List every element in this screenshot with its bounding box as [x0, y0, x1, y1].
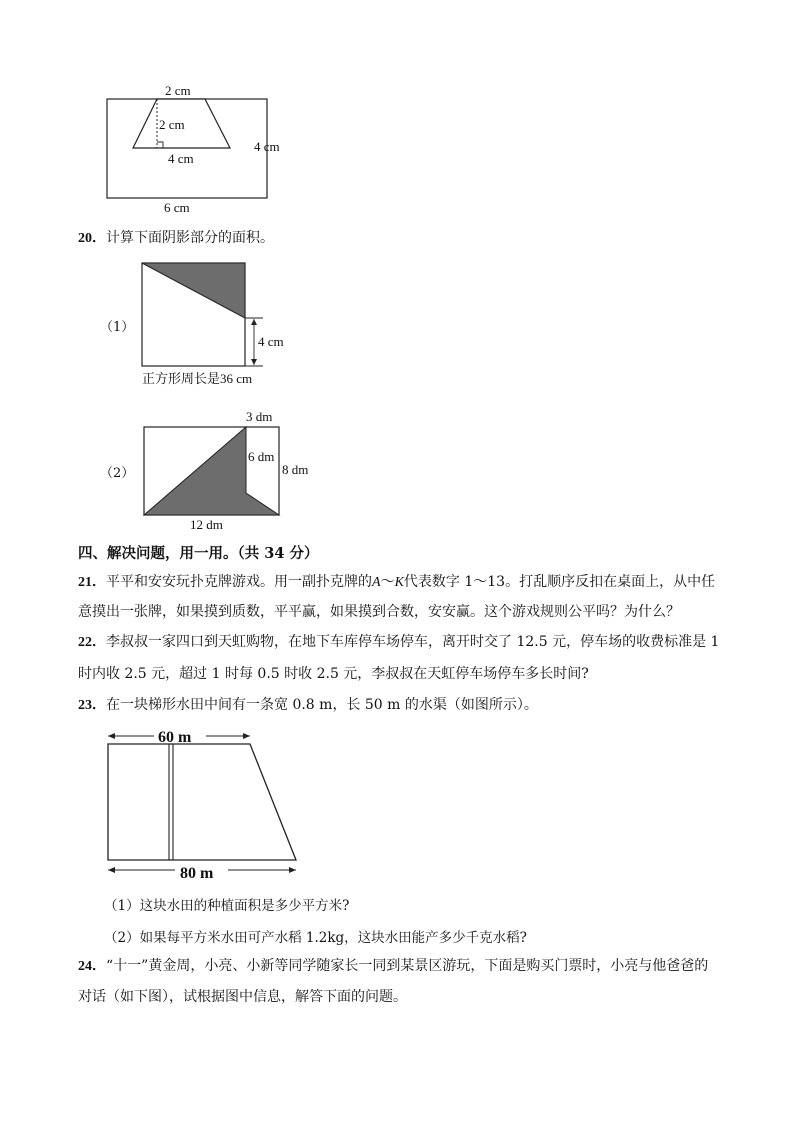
- question-21-line-2: 意摸出一张牌，如果摸到质数，平平赢，如果摸到合数，安安赢。这个游戏规则公平吗？为什么？: [78, 604, 680, 620]
- var-a: A: [372, 575, 381, 590]
- label-bottom: 12 dm: [190, 517, 223, 532]
- trapezoid-rectangle-figure: [90, 78, 300, 216]
- question-22-line-2: 时内收 2.5 元，超过 1 时每 0.5 时收 2.5 元，李叔叔在天虹停车场停车多长时间?: [78, 666, 589, 682]
- tilde: ～: [380, 574, 395, 590]
- label-bottom: 80 m: [180, 865, 214, 882]
- var-k: K: [394, 575, 404, 590]
- question-24-line-2: 对话（如下图），试根据图中信息，解答下面的问题。: [78, 989, 407, 1005]
- shaded-triangle: [142, 263, 245, 318]
- square-shaded-svg: [130, 255, 300, 390]
- question-number: 22．: [78, 635, 106, 650]
- question-text: “十一”黄金周，小亮、小新等同学随家长一同到某景区游玩，下面是购买门票时，小亮与他爸爸的: [106, 958, 709, 974]
- rectangle-shaded-svg: [130, 405, 330, 535]
- question-23: [78, 696, 758, 715]
- square-shaded-figure: [130, 255, 300, 390]
- question-text: 李叔叔一家四口到天虹购物，在地下车库停车场停车，离开时交了 12.5 元，停车场的收费标准是 1: [106, 634, 720, 650]
- paddy-field-figure: [98, 722, 308, 884]
- caption-perimeter: 正方形周长是36 cm: [142, 371, 253, 386]
- label-bottom: 4 cm: [168, 151, 194, 166]
- question-text-a: 平平和安安玩扑克牌游戏。用一副扑克牌的: [106, 574, 372, 590]
- bottom-arrow-right: [289, 867, 296, 873]
- arrow-head-down: [251, 359, 257, 365]
- shaded-region: [144, 427, 279, 515]
- question-number: 24．: [78, 959, 106, 974]
- part-2-label: （2）: [100, 466, 135, 481]
- label-top: 60 m: [158, 729, 192, 746]
- top-arrow-left: [108, 733, 115, 739]
- question-text: 计算下面阴影部分的面积。: [106, 230, 274, 246]
- label-inner: 6 dm: [248, 449, 275, 464]
- question-20: [78, 229, 758, 248]
- question-22-line-1: [78, 633, 758, 652]
- arrow-head-up: [251, 319, 257, 325]
- paddy-field-svg: [98, 722, 308, 884]
- top-arrow-right: [243, 733, 250, 739]
- question-21-line-1: [78, 573, 758, 592]
- question-number: 21．: [78, 575, 106, 590]
- part-1-label: （1）: [100, 320, 135, 335]
- section-heading: 四、解决问题，用一用。（共 34 分）: [78, 545, 319, 562]
- label-top: 3 dm: [246, 409, 273, 424]
- question-23-sub-1: （1）这块水田的种植面积是多少平方米?: [104, 898, 350, 914]
- trapezoid-field: [108, 744, 296, 860]
- question-number: 23．: [78, 698, 106, 713]
- label-right: 4 cm: [254, 139, 280, 154]
- label-side: 4 cm: [258, 334, 284, 349]
- label-width: 6 cm: [164, 200, 190, 215]
- question-23-sub-2: （2）如果每平方米水田可产水稻 1.2kg，这块水田能产多少千克水稻?: [104, 930, 527, 946]
- bottom-arrow-left: [108, 867, 115, 873]
- trapezoid-rectangle-svg: [90, 78, 300, 216]
- label-height: 2 cm: [159, 117, 185, 132]
- label-top: 2 cm: [165, 83, 191, 98]
- question-text-b: 代表数字 1～13。打乱顺序反扣在桌面上，从中任: [403, 574, 716, 590]
- question-24-line-1: [78, 957, 758, 976]
- rectangle-shaded-figure: [130, 405, 330, 535]
- question-text: 在一块梯形水田中间有一条宽 0.8 m，长 50 m 的水渠（如图所示）。: [106, 697, 538, 713]
- question-number: 20．: [78, 231, 106, 246]
- label-right: 8 dm: [282, 462, 309, 477]
